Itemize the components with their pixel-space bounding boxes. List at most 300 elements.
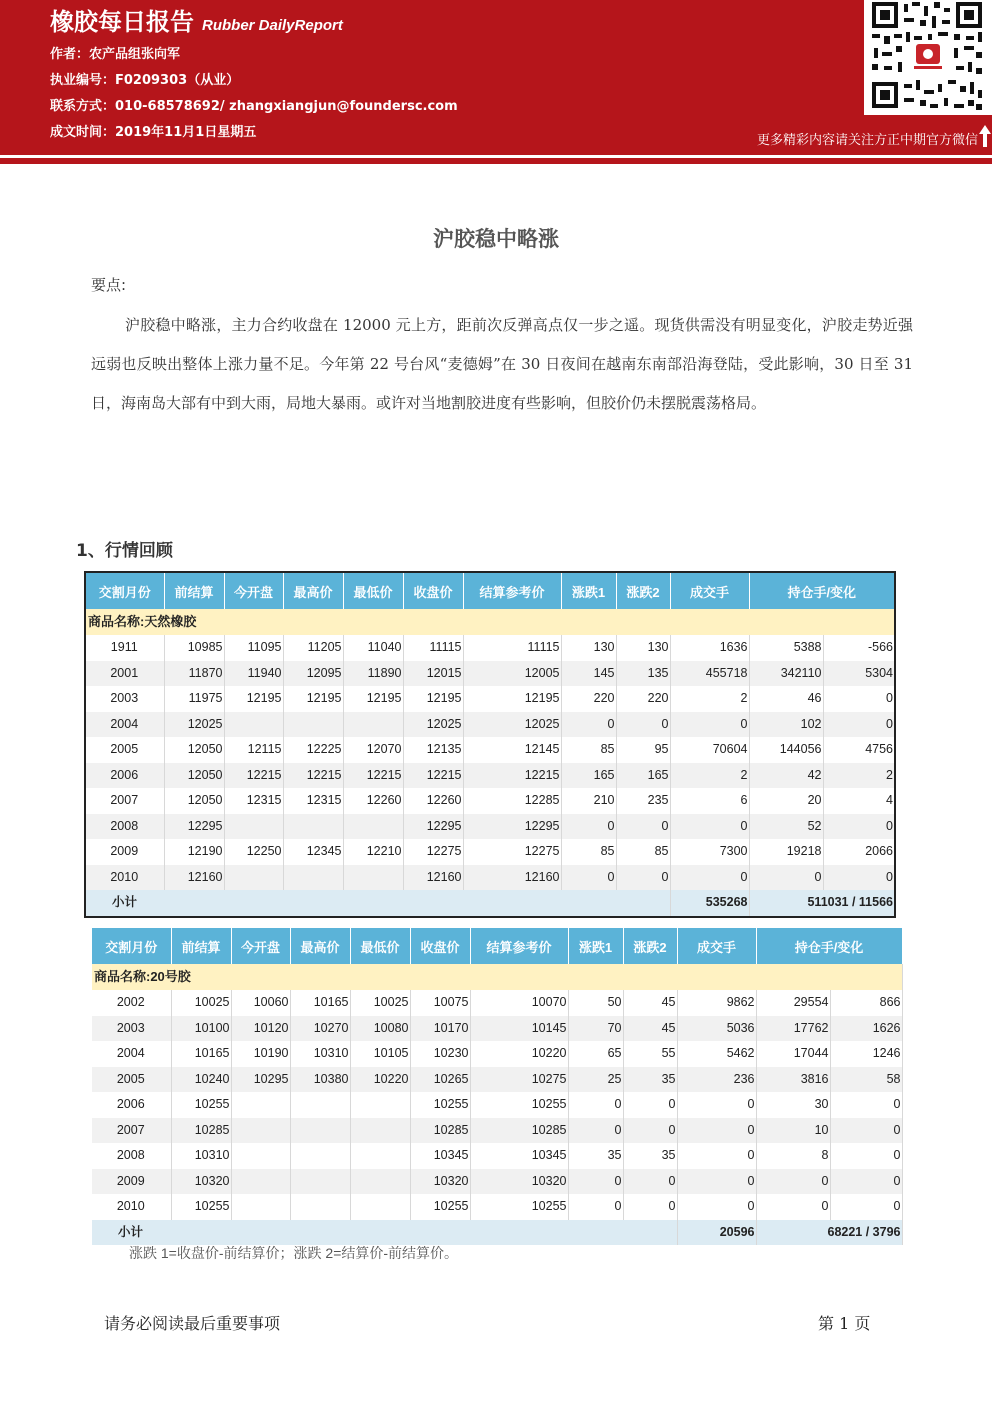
table-row bbox=[92, 990, 902, 1016]
table-cell: 2006 bbox=[92, 1092, 171, 1118]
table-cell: 0 bbox=[677, 1118, 756, 1144]
table-cell: 0 bbox=[623, 1194, 677, 1220]
table-cell: 10220 bbox=[350, 1067, 410, 1093]
table-cell: 10255 bbox=[410, 1194, 470, 1220]
table-cell: 0 bbox=[830, 1169, 902, 1195]
table-cell bbox=[350, 1169, 410, 1195]
product-name: 商品名称:天然橡胶 bbox=[85, 609, 895, 635]
table-cell: 2003 bbox=[85, 686, 164, 712]
subtotal-row bbox=[92, 1220, 902, 1246]
table-row bbox=[85, 839, 895, 865]
table-cell: 55 bbox=[623, 1041, 677, 1067]
table-cell: 2003 bbox=[92, 1016, 171, 1042]
table-cell: 2 bbox=[670, 763, 749, 789]
table-cell: 0 bbox=[823, 814, 895, 840]
table-cell: 12295 bbox=[403, 814, 463, 840]
table-cell: 11975 bbox=[164, 686, 224, 712]
table-cell: 2005 bbox=[85, 737, 164, 763]
table-cell: 11205 bbox=[283, 635, 343, 661]
table-cell bbox=[231, 1169, 290, 1195]
table-cell: 0 bbox=[568, 1169, 623, 1195]
table-cell: 12145 bbox=[463, 737, 561, 763]
contact-line: 联系方式：010-68578692/ zhangxiangjun@foundersc.com bbox=[50, 99, 458, 114]
arrow-up-icon bbox=[978, 124, 992, 148]
column-header: 今开盘 bbox=[224, 572, 283, 609]
table-cell: 2005 bbox=[92, 1067, 171, 1093]
table-cell: 17044 bbox=[756, 1041, 830, 1067]
table-cell: 0 bbox=[561, 865, 616, 891]
table-cell: 10240 bbox=[171, 1067, 231, 1093]
table-cell: 2008 bbox=[85, 814, 164, 840]
table-cell: 12295 bbox=[463, 814, 561, 840]
table-cell bbox=[224, 865, 283, 891]
table-cell bbox=[350, 1143, 410, 1169]
table-cell: 7300 bbox=[670, 839, 749, 865]
column-header: 前结算 bbox=[171, 928, 231, 964]
table-cell: 29554 bbox=[756, 990, 830, 1016]
table-cell: 4 bbox=[823, 788, 895, 814]
table-cell: 5036 bbox=[677, 1016, 756, 1042]
table-cell bbox=[350, 1092, 410, 1118]
table-cell: 12215 bbox=[463, 763, 561, 789]
table-cell: 10275 bbox=[470, 1067, 568, 1093]
column-header: 交割月份 bbox=[92, 928, 171, 964]
table-cell: 9862 bbox=[677, 990, 756, 1016]
table-cell: 2009 bbox=[92, 1169, 171, 1195]
natural-rubber-table bbox=[84, 571, 896, 918]
table-cell: 2 bbox=[823, 763, 895, 789]
table-cell: 10 bbox=[756, 1118, 830, 1144]
table-cell: 0 bbox=[749, 865, 823, 891]
table-cell: 10345 bbox=[410, 1143, 470, 1169]
table-cell: 11095 bbox=[224, 635, 283, 661]
tsr20-rubber-table bbox=[92, 928, 903, 1245]
table-cell: 12275 bbox=[403, 839, 463, 865]
table-cell bbox=[350, 1194, 410, 1220]
table-cell: 2010 bbox=[92, 1194, 171, 1220]
table-cell: 58 bbox=[830, 1067, 902, 1093]
table-cell: 12160 bbox=[403, 865, 463, 891]
column-header: 结算参考价 bbox=[470, 928, 568, 964]
table-cell: 12195 bbox=[224, 686, 283, 712]
column-header: 交割月份 bbox=[85, 572, 164, 609]
table-cell bbox=[343, 814, 403, 840]
table-cell bbox=[231, 1092, 290, 1118]
column-header: 持仓手/变化 bbox=[749, 572, 895, 609]
report-header bbox=[0, 0, 992, 155]
table-row bbox=[85, 865, 895, 891]
table-cell: 12195 bbox=[343, 686, 403, 712]
brand-en: Rubber DailyReport bbox=[202, 17, 343, 34]
table-cell bbox=[224, 814, 283, 840]
table-cell: 10285 bbox=[470, 1118, 568, 1144]
table-cell: 10165 bbox=[290, 990, 350, 1016]
table-row bbox=[92, 1143, 902, 1169]
table-cell: 220 bbox=[561, 686, 616, 712]
table-cell: 0 bbox=[616, 814, 670, 840]
table-cell: 0 bbox=[677, 1194, 756, 1220]
table-cell: 0 bbox=[677, 1169, 756, 1195]
table-cell: 12250 bbox=[224, 839, 283, 865]
table-cell: 12225 bbox=[283, 737, 343, 763]
table-row bbox=[85, 788, 895, 814]
table-cell: 12160 bbox=[164, 865, 224, 891]
table-cell: 12190 bbox=[164, 839, 224, 865]
table-cell: 4756 bbox=[823, 737, 895, 763]
table-cell: 0 bbox=[823, 686, 895, 712]
table-cell bbox=[290, 1169, 350, 1195]
table-cell: 45 bbox=[623, 1016, 677, 1042]
subtotal-label: 小计 bbox=[85, 890, 670, 917]
table-row bbox=[92, 1169, 902, 1195]
table-cell: 0 bbox=[623, 1118, 677, 1144]
table-cell: 12025 bbox=[164, 712, 224, 738]
table-cell: 10310 bbox=[171, 1143, 231, 1169]
table-cell: 0 bbox=[616, 712, 670, 738]
column-header: 涨跌2 bbox=[616, 572, 670, 609]
table-cell: 10070 bbox=[470, 990, 568, 1016]
column-header: 收盘价 bbox=[403, 572, 463, 609]
table-cell: 85 bbox=[561, 737, 616, 763]
table-cell: 0 bbox=[623, 1092, 677, 1118]
table-cell: 50 bbox=[568, 990, 623, 1016]
table-cell: 10165 bbox=[171, 1041, 231, 1067]
table-cell: 2002 bbox=[92, 990, 171, 1016]
table-cell: 19218 bbox=[749, 839, 823, 865]
table-cell: 10380 bbox=[290, 1067, 350, 1093]
table-cell: 42 bbox=[749, 763, 823, 789]
table-cell: 10145 bbox=[470, 1016, 568, 1042]
table-cell: 10255 bbox=[470, 1092, 568, 1118]
table-row bbox=[92, 1092, 902, 1118]
key-points-label: 要点: bbox=[91, 276, 127, 294]
table-cell bbox=[283, 712, 343, 738]
table-cell: 10345 bbox=[470, 1143, 568, 1169]
table-cell: 3816 bbox=[756, 1067, 830, 1093]
table-row bbox=[85, 712, 895, 738]
table-cell: 10220 bbox=[470, 1041, 568, 1067]
table-cell: 0 bbox=[568, 1118, 623, 1144]
table-cell bbox=[290, 1092, 350, 1118]
table-cell: 145 bbox=[561, 661, 616, 687]
column-header: 涨跌2 bbox=[623, 928, 677, 964]
table-cell: 0 bbox=[568, 1092, 623, 1118]
table-cell: 2004 bbox=[85, 712, 164, 738]
table-header bbox=[85, 572, 895, 609]
column-header: 今开盘 bbox=[231, 928, 290, 964]
table-cell: 1246 bbox=[830, 1041, 902, 1067]
table-cell: 12025 bbox=[403, 712, 463, 738]
table-cell: 10320 bbox=[171, 1169, 231, 1195]
table-cell bbox=[350, 1118, 410, 1144]
table-cell: 11115 bbox=[463, 635, 561, 661]
table-cell: 0 bbox=[677, 1143, 756, 1169]
table-cell bbox=[343, 865, 403, 891]
table-cell: 45 bbox=[623, 990, 677, 1016]
table-cell: 12015 bbox=[403, 661, 463, 687]
table-cell: 0 bbox=[830, 1092, 902, 1118]
date-line: 成文时间：2019年11月1日星期五 bbox=[50, 125, 257, 140]
table-cell: 12285 bbox=[463, 788, 561, 814]
product-name: 商品名称:20号胶 bbox=[92, 964, 902, 990]
table-cell: 10295 bbox=[231, 1067, 290, 1093]
table-footnote: 涨跌 1=收盘价-前结算价；涨跌 2=结算价-前结算价。 bbox=[129, 1245, 459, 1261]
table-cell: 25 bbox=[568, 1067, 623, 1093]
table-cell: 8 bbox=[756, 1143, 830, 1169]
qr-code-icon bbox=[864, 0, 992, 115]
table-cell: 10265 bbox=[410, 1067, 470, 1093]
table-cell: 10985 bbox=[164, 635, 224, 661]
table-cell: 11870 bbox=[164, 661, 224, 687]
table-cell: 0 bbox=[670, 712, 749, 738]
table-cell: 5388 bbox=[749, 635, 823, 661]
table-cell bbox=[290, 1118, 350, 1144]
table-cell: 10255 bbox=[171, 1194, 231, 1220]
table-cell: 12315 bbox=[224, 788, 283, 814]
table-cell: 12005 bbox=[463, 661, 561, 687]
table-cell: 2010 bbox=[85, 865, 164, 891]
table-header bbox=[92, 928, 902, 964]
table-cell: 12215 bbox=[224, 763, 283, 789]
table-cell: 12115 bbox=[224, 737, 283, 763]
column-header: 持仓手/变化 bbox=[756, 928, 902, 964]
table-cell: 12050 bbox=[164, 788, 224, 814]
page-number: 第 1 页 bbox=[818, 1314, 871, 1333]
column-header: 成交手 bbox=[677, 928, 756, 964]
table-cell: 10310 bbox=[290, 1041, 350, 1067]
table-cell: 10255 bbox=[171, 1092, 231, 1118]
table-cell: 46 bbox=[749, 686, 823, 712]
table-cell bbox=[290, 1143, 350, 1169]
table-cell: 5462 bbox=[677, 1041, 756, 1067]
summary-paragraph: 沪胶稳中略涨，主力合约收盘在 12000 元上方，距前次反弹高点仅一步之遥。现货供需没有明显变化，沪胶走势近强远弱也反映出整体上涨力量不足。今年第 22 号台风“麦德姆”在 30 日夜间在越南东南部沿海登陆，受此影响，30 日至 31 日，海南岛大部有中到大雨，局地大暴雨。或许对当地割胶进度有些影响，但胶价仍未摆脱震荡格局。 bbox=[91, 316, 913, 412]
table-cell: 11115 bbox=[403, 635, 463, 661]
table-cell: 12315 bbox=[283, 788, 343, 814]
table-cell: 0 bbox=[568, 1194, 623, 1220]
table-cell: 70604 bbox=[670, 737, 749, 763]
table-cell: 0 bbox=[616, 865, 670, 891]
table-cell: 10025 bbox=[171, 990, 231, 1016]
table-cell: 12135 bbox=[403, 737, 463, 763]
table-cell: 12295 bbox=[164, 814, 224, 840]
table-row bbox=[92, 1041, 902, 1067]
table-cell: -566 bbox=[823, 635, 895, 661]
table-cell: 220 bbox=[616, 686, 670, 712]
table-row bbox=[85, 737, 895, 763]
table-cell: 130 bbox=[561, 635, 616, 661]
table-cell: 10170 bbox=[410, 1016, 470, 1042]
table-cell: 65 bbox=[568, 1041, 623, 1067]
table-cell: 12195 bbox=[403, 686, 463, 712]
follow-text: 更多精彩内容请关注方正中期官方微信 bbox=[756, 133, 978, 148]
column-header: 最高价 bbox=[283, 572, 343, 609]
table-cell: 0 bbox=[677, 1092, 756, 1118]
table-cell: 10255 bbox=[470, 1194, 568, 1220]
table-cell: 12275 bbox=[463, 839, 561, 865]
table-cell: 236 bbox=[677, 1067, 756, 1093]
author-line: 作者：农产品组张向军 bbox=[50, 47, 181, 62]
table-cell: 135 bbox=[616, 661, 670, 687]
table-cell: 0 bbox=[756, 1194, 830, 1220]
table-cell: 0 bbox=[670, 814, 749, 840]
table-cell: 10230 bbox=[410, 1041, 470, 1067]
column-header: 最低价 bbox=[343, 572, 403, 609]
table-cell bbox=[283, 865, 343, 891]
table-cell: 12210 bbox=[343, 839, 403, 865]
table-cell: 95 bbox=[616, 737, 670, 763]
table-row bbox=[85, 661, 895, 687]
table-row bbox=[85, 814, 895, 840]
table-cell: 10320 bbox=[410, 1169, 470, 1195]
table-cell: 10060 bbox=[231, 990, 290, 1016]
license-line: 执业编号：F0209303（从业） bbox=[50, 73, 240, 88]
table-cell: 0 bbox=[561, 814, 616, 840]
table-cell: 2007 bbox=[92, 1118, 171, 1144]
section-title: 1、行情回顾 bbox=[76, 541, 173, 561]
table-cell: 10255 bbox=[410, 1092, 470, 1118]
table-cell: 10105 bbox=[350, 1041, 410, 1067]
table-row bbox=[92, 1194, 902, 1220]
table-cell: 165 bbox=[561, 763, 616, 789]
table-cell bbox=[231, 1118, 290, 1144]
table-cell: 2001 bbox=[85, 661, 164, 687]
table-cell: 0 bbox=[830, 1143, 902, 1169]
table-cell: 0 bbox=[823, 865, 895, 891]
table-cell: 0 bbox=[830, 1194, 902, 1220]
footer-disclaimer: 请务必阅读最后重要事项 bbox=[104, 1314, 281, 1333]
table-row bbox=[92, 1067, 902, 1093]
table-cell: 2004 bbox=[92, 1041, 171, 1067]
table-row bbox=[92, 1016, 902, 1042]
table-cell: 17762 bbox=[756, 1016, 830, 1042]
table-cell: 1626 bbox=[830, 1016, 902, 1042]
table-row bbox=[85, 686, 895, 712]
column-header: 涨跌1 bbox=[568, 928, 623, 964]
table-cell: 10080 bbox=[350, 1016, 410, 1042]
table-cell: 2007 bbox=[85, 788, 164, 814]
table-cell: 130 bbox=[616, 635, 670, 661]
table-cell: 10075 bbox=[410, 990, 470, 1016]
header-row bbox=[92, 928, 902, 964]
table-row bbox=[85, 635, 895, 661]
table-cell: 35 bbox=[623, 1143, 677, 1169]
table-cell: 235 bbox=[616, 788, 670, 814]
subtotal-label: 小计 bbox=[92, 1220, 677, 1246]
table-cell: 10320 bbox=[470, 1169, 568, 1195]
table-cell: 1636 bbox=[670, 635, 749, 661]
product-row bbox=[92, 964, 902, 990]
table-cell: 2066 bbox=[823, 839, 895, 865]
table-cell: 0 bbox=[561, 712, 616, 738]
brand-cn: 橡胶每日报告 bbox=[50, 8, 194, 36]
table-cell bbox=[231, 1143, 290, 1169]
table-cell: 10285 bbox=[410, 1118, 470, 1144]
table-cell: 12260 bbox=[403, 788, 463, 814]
table-cell: 12215 bbox=[343, 763, 403, 789]
column-header: 最低价 bbox=[350, 928, 410, 964]
subtotal-row bbox=[85, 890, 895, 917]
product-row bbox=[85, 609, 895, 635]
subtotal-volume: 20596 bbox=[677, 1220, 756, 1246]
table-cell: 35 bbox=[623, 1067, 677, 1093]
table-cell: 12050 bbox=[164, 763, 224, 789]
table-cell: 2008 bbox=[92, 1143, 171, 1169]
column-header: 涨跌1 bbox=[561, 572, 616, 609]
table-cell: 10285 bbox=[171, 1118, 231, 1144]
table-cell: 12195 bbox=[463, 686, 561, 712]
table-cell: 0 bbox=[670, 865, 749, 891]
table-cell: 52 bbox=[749, 814, 823, 840]
table-cell: 165 bbox=[616, 763, 670, 789]
column-header: 最高价 bbox=[290, 928, 350, 964]
table-cell: 35 bbox=[568, 1143, 623, 1169]
subtotal-open-interest: 68221 / 3796 bbox=[756, 1220, 902, 1246]
table-cell: 866 bbox=[830, 990, 902, 1016]
column-header: 收盘价 bbox=[410, 928, 470, 964]
table-cell: 10025 bbox=[350, 990, 410, 1016]
table-cell: 85 bbox=[561, 839, 616, 865]
table-cell: 11940 bbox=[224, 661, 283, 687]
table-cell: 20 bbox=[749, 788, 823, 814]
brand-title bbox=[50, 2, 343, 37]
table-cell: 2009 bbox=[85, 839, 164, 865]
table-cell: 5304 bbox=[823, 661, 895, 687]
table-cell: 12095 bbox=[283, 661, 343, 687]
table-cell: 0 bbox=[830, 1118, 902, 1144]
table-cell: 12070 bbox=[343, 737, 403, 763]
table-cell: 11040 bbox=[343, 635, 403, 661]
table-cell: 0 bbox=[756, 1169, 830, 1195]
table-cell: 12025 bbox=[463, 712, 561, 738]
table-cell: 342110 bbox=[749, 661, 823, 687]
subtotal-open-interest: 511031 / 11566 bbox=[749, 890, 895, 917]
table-cell: 70 bbox=[568, 1016, 623, 1042]
table-cell: 10120 bbox=[231, 1016, 290, 1042]
table-cell: 0 bbox=[623, 1169, 677, 1195]
table-cell: 144056 bbox=[749, 737, 823, 763]
header-row bbox=[85, 572, 895, 609]
column-header: 前结算 bbox=[164, 572, 224, 609]
header-divider bbox=[0, 158, 992, 164]
table-cell: 10100 bbox=[171, 1016, 231, 1042]
table-cell: 2006 bbox=[85, 763, 164, 789]
subtotal-volume: 535268 bbox=[670, 890, 749, 917]
table-cell: 12160 bbox=[463, 865, 561, 891]
table-cell bbox=[343, 712, 403, 738]
table-cell: 2 bbox=[670, 686, 749, 712]
table-cell: 6 bbox=[670, 788, 749, 814]
table-cell: 1911 bbox=[85, 635, 164, 661]
table-cell: 85 bbox=[616, 839, 670, 865]
table-cell: 12215 bbox=[403, 763, 463, 789]
table-cell: 12195 bbox=[283, 686, 343, 712]
table-cell: 12050 bbox=[164, 737, 224, 763]
table-cell: 11890 bbox=[343, 661, 403, 687]
table-row bbox=[85, 763, 895, 789]
table-cell bbox=[290, 1194, 350, 1220]
table-cell: 0 bbox=[823, 712, 895, 738]
column-header: 成交手 bbox=[670, 572, 749, 609]
table-cell: 30 bbox=[756, 1092, 830, 1118]
table-cell: 10190 bbox=[231, 1041, 290, 1067]
table-row bbox=[92, 1118, 902, 1144]
table-cell bbox=[224, 712, 283, 738]
report-title: 沪胶稳中略涨 bbox=[433, 227, 559, 251]
table-cell: 455718 bbox=[670, 661, 749, 687]
table-cell: 102 bbox=[749, 712, 823, 738]
column-header: 结算参考价 bbox=[463, 572, 561, 609]
table-cell bbox=[231, 1194, 290, 1220]
